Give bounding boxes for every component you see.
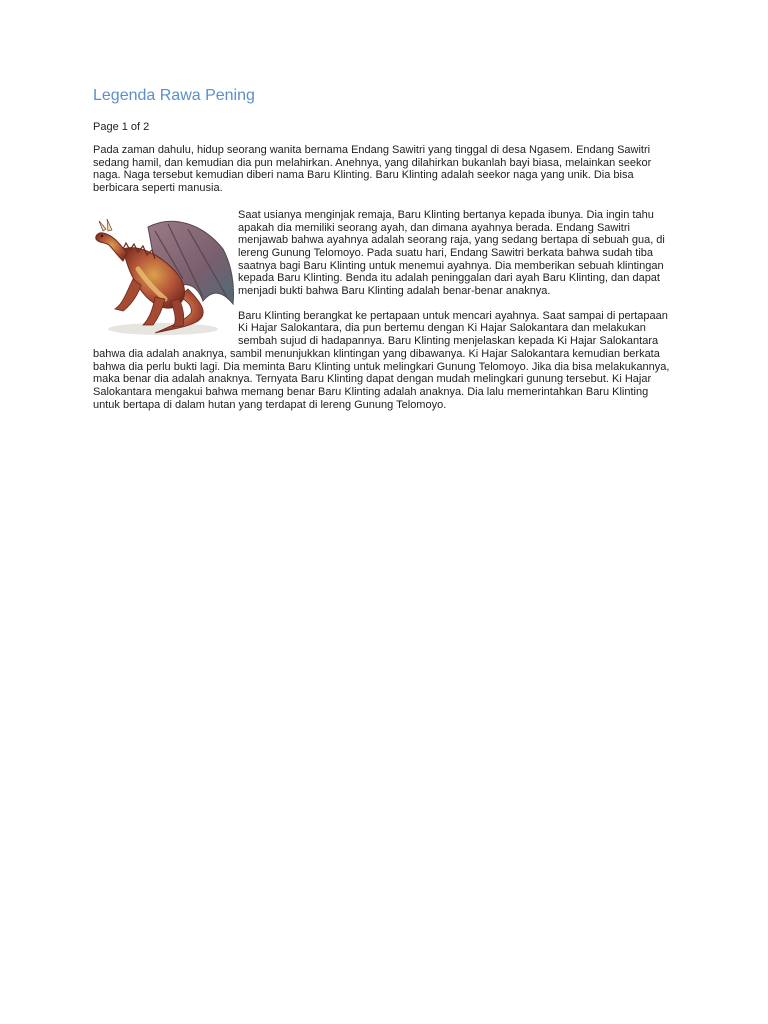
paragraph-1: Pada zaman dahulu, hidup seorang wanita bernama Endang Sawitri yang tinggal di desa Ngasem. Endang Sawitri sedang hamil, dan kemudian dia pun melahirkan. Anehnya, yang dilahirkan bukanlah bayi biasa, melainkan seekor naga. Naga tersebut kemudian diberi nama Baru Klinting. Baru Klinting adalah seekor naga yang unik. Dia bisa berbicara seperti manusia. [93, 144, 652, 195]
document-page [93, 86, 678, 411]
paragraph-2: Saat usianya menginjak remaja, Baru Klinting bertanya kepada ibunya. Dia ingin tahu apakah dia memiliki seorang ayah, dan dimana ayahnya berada. Endang Sawitri menjawab bahwa ayahnya adalah seorang raja, yang sedang bertapa di sebuah gua, di lereng Gunung Telomoyo. Pada suatu hari, Endang Sawitri berkata bahwa sudah tiba saatnya bagi Baru Klinting untuk menemui ayahnya. Dia memberikan sebuah klintingan kepada Baru Klinting. Benda itu adalah peninggalan dari ayah Baru Klinting, dan dapat menjadi bukti bahwa Baru Klinting adalah benar-benar anaknya. [238, 208, 665, 298]
page-indicator: Page 1 of 2 [93, 121, 150, 133]
dragon-image [93, 209, 238, 337]
paragraph-3: Baru Klinting berangkat ke pertapaan untuk mencari ayahnya. Saat sampai di pertapaan Ki Hajar Salokantara, dia pun bertemu dengan Ki Hajar Salokantara dan melakukan sembah sujud di hadapannya. Baru Klinting menjelaskan kepada Ki Hajar Salokantara bahwa dia adalah anaknya, sambil menunjukkan klintingan yang dibawanya. Ki Hajar Salokantara kemudian berkata bahwa dia perlu bukti lagi. Dia meminta Baru Klinting untuk melingkari Gunung Telomoyo. Jika dia bisa melakukannya, maka benar dia adalah anaknya. Ternyata Baru Klinting dapat dengan mudah melingkari gunung tersebut. Ki Hajar Salokantara mengakui bahwa memang benar Baru Klinting adalah anaknya. Dia lalu memerintahkan Baru Klinting untuk bertapa di dalam hutan yang terdapat di lereng Gunung Telomoyo. [93, 309, 670, 411]
dragon-icon [93, 209, 238, 337]
document-title: Legenda Rawa Pening [93, 87, 255, 104]
